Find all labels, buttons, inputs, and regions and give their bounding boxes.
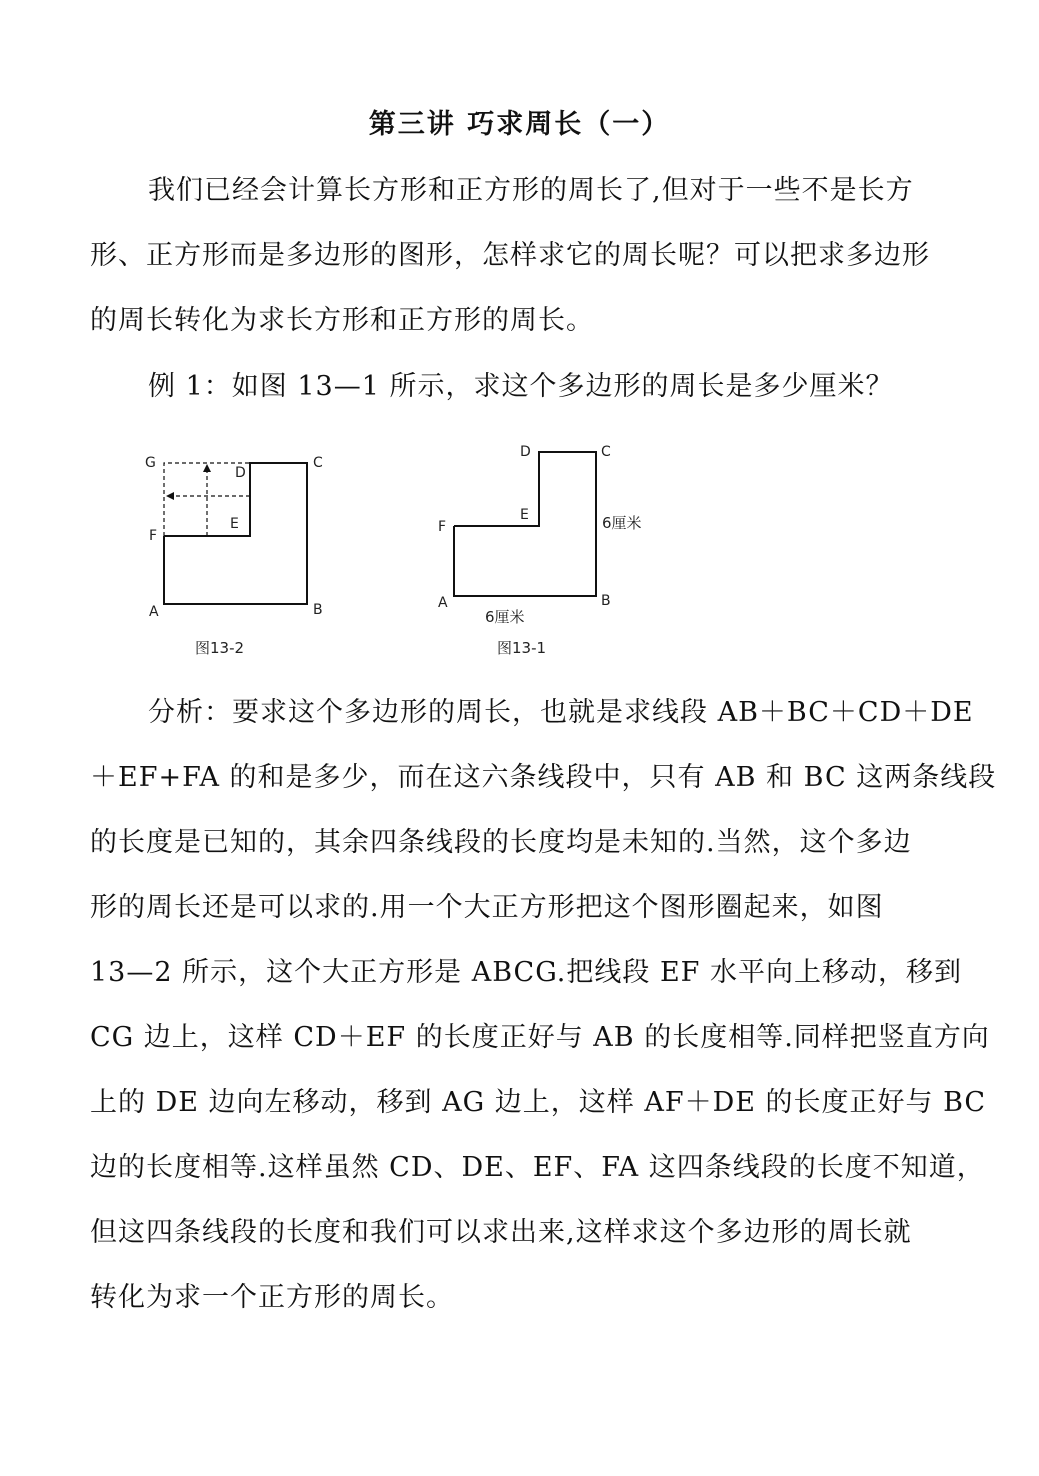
- label-c: C: [313, 455, 323, 471]
- arrow-left-icon: [166, 492, 174, 500]
- label-a: A: [149, 604, 159, 620]
- label-bc-length: 6厘米: [602, 514, 642, 532]
- label-d: D: [235, 465, 246, 481]
- polygon-outline: [454, 452, 596, 596]
- arrow-up-icon: [203, 464, 211, 472]
- intro-line-2: 形、正方形而是多边形的图形，怎样求它的周长呢？可以把求多边形: [90, 240, 930, 271]
- figure-13-1: [438, 444, 642, 657]
- analysis-line-3: 的长度是已知的，其余四条线段的长度均是未知的.当然，这个多边: [90, 827, 912, 858]
- analysis-line-10: 转化为求一个正方形的周长。: [90, 1282, 454, 1313]
- label-c: C: [601, 444, 611, 460]
- label-b: B: [313, 602, 323, 618]
- analysis-line-7: 上的 DE 边向左移动，移到 AG 边上，这样 AF＋DE 的长度正好与 BC: [90, 1087, 987, 1118]
- label-f: F: [149, 528, 158, 544]
- example-question: 例 1：如图 13—1 所示，求这个多边形的周长是多少厘米？: [148, 371, 894, 402]
- analysis-line-4: 形的周长还是可以求的.用一个大正方形把这个图形圈起来，如图: [90, 892, 884, 923]
- intro-line-3: 的周长转化为求长方形和正方形的周长。: [90, 305, 594, 336]
- figure-13-2: [145, 455, 323, 657]
- analysis-line-6: CG 边上，这样 CD＋EF 的长度正好与 AB 的长度相等.同样把竖直方向: [90, 1022, 990, 1053]
- caption-13-2: 图13-2: [195, 639, 245, 657]
- label-d: D: [520, 444, 531, 460]
- label-g: G: [145, 455, 156, 471]
- analysis-line-2: ＋EF+FA 的和是多少，而在这六条线段中，只有 AB 和 BC 这两条线段: [90, 762, 997, 793]
- label-e: E: [520, 507, 529, 523]
- caption-13-1: 图13-1: [497, 639, 547, 657]
- analysis-line-1: 分析：要求这个多边形的周长，也就是求线段 AB＋BC＋CD＋DE: [148, 697, 974, 728]
- analysis-line-9: 但这四条线段的长度和我们可以求出来,这样求这个多边形的周长就: [90, 1217, 912, 1248]
- figures: [140, 440, 700, 670]
- analysis-line-8: 边的长度相等.这样虽然 CD、DE、EF、FA 这四条线段的长度不知道，: [90, 1152, 985, 1183]
- polygon-outline: [164, 463, 307, 604]
- label-f: F: [438, 519, 447, 535]
- intro-line-1: 我们已经会计算长方形和正方形的周长了,但对于一些不是长方: [148, 175, 914, 206]
- label-a: A: [438, 595, 448, 611]
- analysis-line-5: 13—2 所示，这个大正方形是 ABCG.把线段 EF 水平向上移动，移到: [90, 957, 962, 988]
- label-ab-length: 6厘米: [485, 608, 525, 626]
- page-title: 第三讲 巧求周长（一）: [368, 109, 671, 140]
- label-e: E: [230, 516, 239, 532]
- label-b: B: [601, 593, 611, 609]
